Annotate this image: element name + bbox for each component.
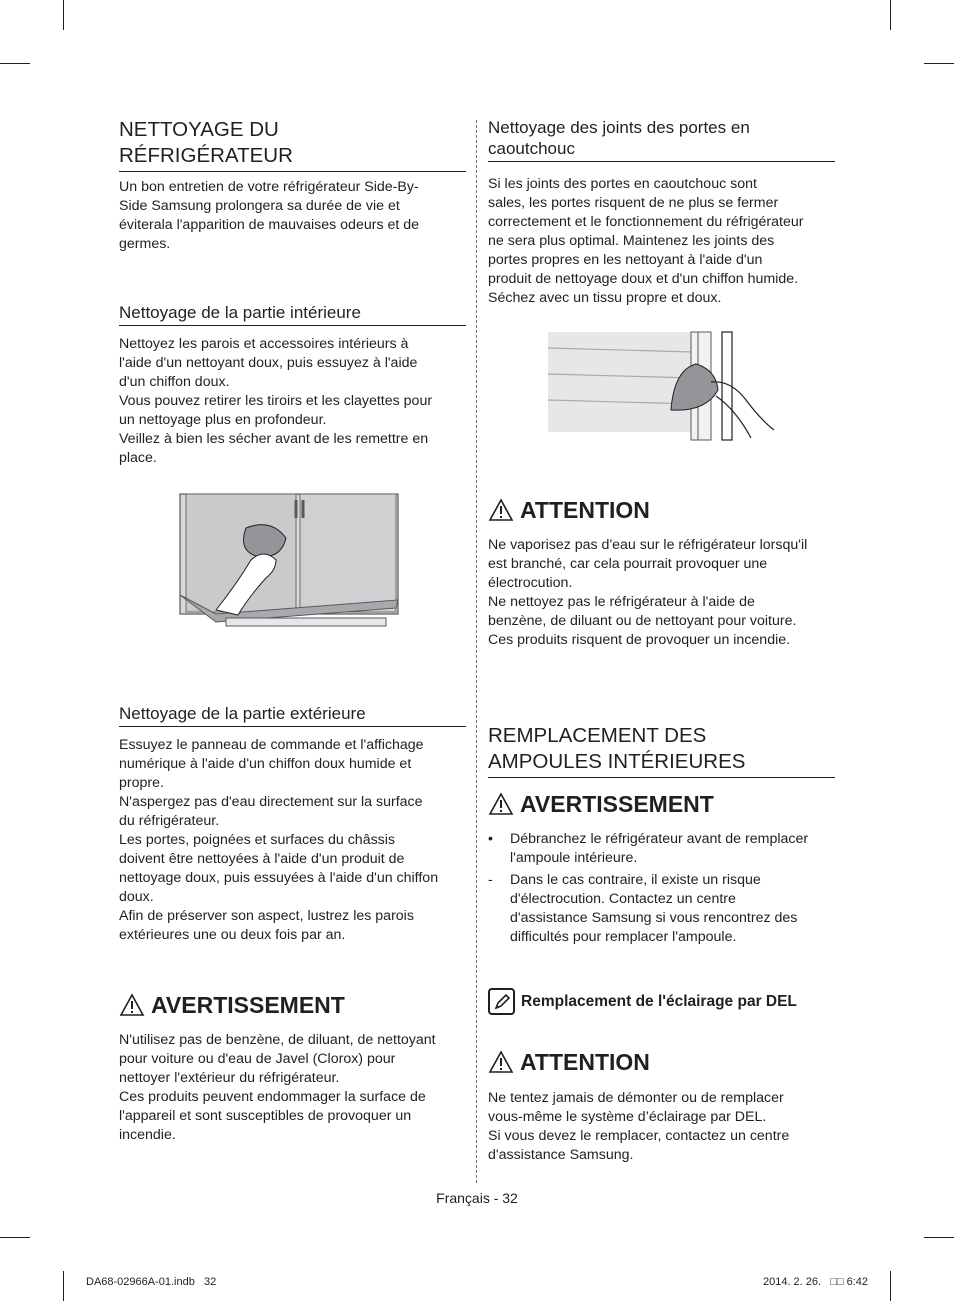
attention-heading-1: [488, 496, 650, 524]
warning-title-left: AVERTISSEMENT: [151, 992, 345, 1018]
crop-mark: [890, 1271, 891, 1301]
exterior-title: Nettoyage de la partie extérieure: [119, 703, 466, 727]
section-title-cleaning: NETTOYAGE DU RÉFRIGÉRATEUR: [119, 117, 466, 172]
warning-triangle-icon: [488, 792, 514, 816]
bullet-text: Débranchez le réfrigérateur avant de remplacer l'ampoule intérieure.: [510, 831, 809, 866]
crop-mark: [890, 0, 891, 30]
fridge-cleaning-illustration: [176, 490, 402, 635]
crop-mark: [0, 63, 30, 64]
led-note-text: Remplacement de l'éclairage par DEL: [521, 992, 797, 1010]
column-divider: [476, 120, 477, 1183]
page-number: Français - 32: [436, 1190, 518, 1206]
crop-mark: [0, 1237, 30, 1238]
gaskets-text: Si les joints des portes en caoutchouc sont sales, les portes risquent de ne plus se fermer correctement et le fonctionnement du réfrigérateur ne sera plus optimal. Maintenez les joints des portes propres en les nettoyant à l'aide d'un produit de nettoyage doux et d'un chiffon humide. Séchez avec un tissu propre et doux.: [488, 176, 804, 306]
warning-title-right: AVERTISSEMENT: [520, 791, 714, 817]
attention-text-2: Ne tentez jamais de démonter ou de remplacer vous-même le système d’éclairage par DEL. Si vous devez le remplacer, contactez un centre d'assistance Samsung.: [488, 1090, 790, 1163]
interior-text: Nettoyez les parois et accessoires intérieurs à l'aide d'un nettoyant doux, puis essuyez à l'aide d'un chiffon doux. Vous pouvez retirer les tiroirs et les clayettes pour un nettoyage plus en profondeur. Veillez à bien les sécher avant de les remettre en place.: [119, 336, 433, 466]
crop-mark: [63, 1271, 64, 1301]
footer-date: 2014. 2. 26. □□ 6:42: [762, 1276, 868, 1288]
warning-triangle-icon: [488, 498, 514, 522]
crop-mark: [924, 63, 954, 64]
dash-mark: -: [488, 872, 493, 888]
bullet-mark: •: [488, 831, 493, 847]
dash-text: Dans le cas contraire, il existe un risque d'électrocution. Contactez un centre d'assistance Samsung si vous rencontrez des difficultés pour remplacer l'ampoule.: [510, 872, 798, 945]
interior-title: Nettoyage de la partie intérieure: [119, 302, 466, 326]
dash-item: [488, 871, 835, 947]
warning-triangle-icon: [488, 1050, 514, 1074]
crop-mark: [924, 1237, 954, 1238]
gaskets-title: Nettoyage des joints des portes en caoutchouc: [488, 117, 835, 162]
exterior-text: Essuyez le panneau de commande et l'affichage numérique à l'aide d'un chiffon doux humide et propre. N'aspergez pas d'eau directement sur la surface du réfrigérateur. Les portes, poignées et surfaces du châssis doivent être nettoyées à l'aide d'un produit de nettoyage doux, puis essuyées à l'aide d'un chiffon doux. Afin de préserver son aspect, lustrez les parois extérieures une ou deux fois par an.: [119, 737, 439, 943]
warning-heading-right: [488, 790, 714, 818]
section-title-bulbs: REMPLACEMENT DES AMPOULES INTÉRIEURES: [488, 723, 835, 778]
footer-filename: DA68-02966A-01.indb 32: [86, 1276, 217, 1288]
intro-text: Un bon entretien de votre réfrigérateur Side-By- Side Samsung prolongera sa durée de vie et éviterala l'apparition de mauvaises odeurs et de germes.: [119, 179, 420, 252]
attention-heading-2: [488, 1048, 650, 1076]
attention-text-1: Ne vaporisez pas d'eau sur le réfrigérateur lorsqu'il est branché, car cela pourrait provoquer une électrocution. Ne nettoyez pas le réfrigérateur à l'aide de benzène, de diluant ou de nettoyant pour voiture. Ces produits risquent de provoquer un incendie.: [488, 537, 808, 648]
crop-mark: [63, 0, 64, 30]
warning-text-left: N'utilisez pas de benzène, de diluant, de nettoyant pour voiture ou d'eau de Javel (Clorox) pour nettoyer l'extérieur du réfrigérateur. Ces produits peuvent endommager la surface de l'appareil et sont susceptibles de provoquer un incendie.: [119, 1032, 436, 1143]
warning-heading-left: [119, 991, 345, 1019]
attention-title-2: ATTENTION: [520, 1049, 650, 1075]
warning-triangle-icon: [119, 993, 145, 1017]
attention-title-1: ATTENTION: [520, 497, 650, 523]
bullet-item: [488, 830, 835, 868]
door-gasket-illustration: [546, 330, 776, 442]
note-pencil-icon: [488, 988, 515, 1015]
led-note: [488, 988, 797, 1015]
